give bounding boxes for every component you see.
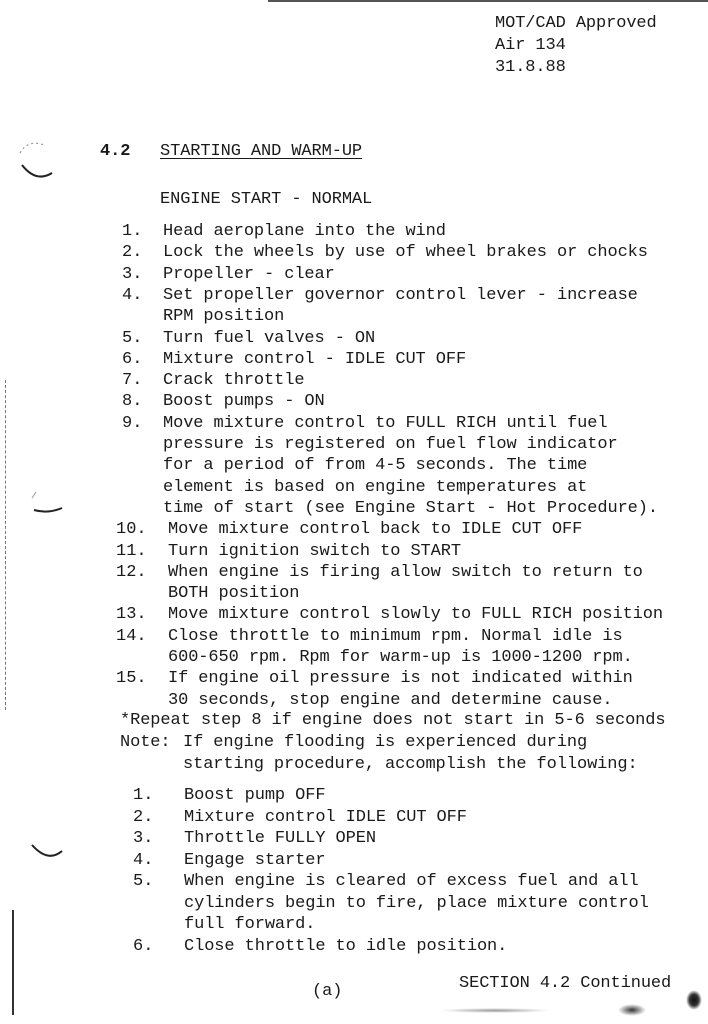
- step-text: When engine is cleared of excess fuel and all: [184, 872, 639, 891]
- step-text: Set propeller governor control lever - increase: [163, 285, 638, 305]
- punch-hole-mark: [28, 815, 68, 865]
- step-number: 13.: [116, 605, 147, 625]
- step-number: 7.: [122, 371, 143, 391]
- reference-number: Air 134: [495, 36, 566, 55]
- margin-line: [12, 910, 14, 1015]
- step-number: 1.: [122, 222, 143, 241]
- step-text: 600-650 rpm. Rpm for warm-up is 1000-1200 rpm.: [168, 648, 633, 667]
- step-text: Move mixture control to FULL RICH until fuel: [163, 413, 608, 433]
- step-text: Move mixture control slowly to FULL RICH position: [168, 605, 663, 625]
- step-number: 10.: [116, 520, 147, 540]
- repeat-note: *Repeat step 8 if engine does not start in 5-6 seconds: [120, 711, 666, 730]
- step-number: 3.: [122, 264, 143, 284]
- margin-line: [5, 380, 7, 710]
- step-text: Engage starter: [184, 850, 326, 870]
- step-text: Turn ignition switch to START: [168, 541, 461, 561]
- step-number: 5.: [133, 872, 154, 891]
- step-text: Close throttle to minimum rpm. Normal idle is: [168, 626, 623, 646]
- step-number: 2.: [122, 243, 143, 263]
- subsection-title: ENGINE START - NORMAL: [160, 190, 373, 209]
- scan-smudge: [440, 1008, 550, 1013]
- step-text: If engine oil pressure is not indicated within: [168, 669, 633, 689]
- section-title: STARTING AND WARM-UP: [160, 142, 363, 161]
- step-text: Close throttle to idle position.: [184, 936, 508, 956]
- step-text: Boost pump OFF: [184, 786, 326, 805]
- step-text: time of start (see Engine Start - Hot Procedure).: [163, 498, 658, 518]
- step-number: 8.: [122, 392, 143, 412]
- step-text: Head aeroplane into the wind: [163, 222, 446, 241]
- step-number: 14.: [116, 626, 147, 646]
- step-text: RPM position: [163, 307, 285, 327]
- scan-smudge: [618, 1004, 646, 1016]
- step-text: Propeller - clear: [163, 264, 335, 284]
- step-text: When engine is firing allow switch to return to: [168, 562, 643, 582]
- note-line: If engine flooding is experienced during: [183, 733, 588, 752]
- step-number: 6.: [133, 936, 154, 956]
- step-number: 6.: [122, 349, 143, 369]
- punch-hole-mark: [28, 470, 68, 520]
- step-text: full forward.: [184, 915, 316, 934]
- step-text: cylinders begin to fire, place mixture control: [184, 893, 649, 913]
- approval-date: 31.8.88: [495, 58, 566, 77]
- step-number: 5.: [122, 328, 143, 348]
- step-text: Crack throttle: [163, 371, 305, 391]
- step-text: BOTH position: [168, 584, 300, 604]
- step-number: 1.: [133, 786, 154, 805]
- step-text: Throttle FULLY OPEN: [184, 829, 376, 848]
- step-number: 11.: [116, 541, 147, 561]
- step-text: element is based on engine temperatures at: [163, 477, 588, 497]
- step-text: Boost pumps - ON: [163, 392, 325, 412]
- step-number: 3.: [133, 829, 154, 848]
- note-label: Note:: [120, 733, 171, 752]
- step-text: Lock the wheels by use of wheel brakes or chocks: [163, 243, 648, 263]
- scan-edge-line: [268, 0, 708, 2]
- step-number: 12.: [116, 562, 147, 582]
- page-label: (a): [312, 982, 343, 1001]
- note-line: starting procedure, accomplish the following:: [183, 755, 638, 774]
- step-text: Mixture control - IDLE CUT OFF: [163, 349, 467, 369]
- approval-stamp: MOT/CAD Approved: [495, 14, 657, 33]
- step-number: 15.: [116, 669, 147, 689]
- step-text: 30 seconds, stop engine and determine cause.: [168, 690, 613, 710]
- section-continued: SECTION 4.2 Continued: [459, 974, 672, 993]
- punch-hole-mark: [14, 135, 64, 185]
- section-number: 4.2: [100, 142, 131, 161]
- scan-smudge: [686, 990, 702, 1010]
- step-text: pressure is registered on fuel flow indicator: [163, 435, 618, 454]
- step-text: for a period of from 4-5 seconds. The time: [163, 456, 588, 476]
- step-number: 4.: [122, 285, 143, 305]
- step-number: 9.: [122, 413, 143, 433]
- step-text: Move mixture control back to IDLE CUT OFF: [168, 520, 583, 540]
- step-text: Mixture control IDLE CUT OFF: [184, 807, 467, 827]
- step-number: 2.: [133, 807, 154, 827]
- step-number: 4.: [133, 850, 154, 870]
- step-text: Turn fuel valves - ON: [163, 328, 376, 348]
